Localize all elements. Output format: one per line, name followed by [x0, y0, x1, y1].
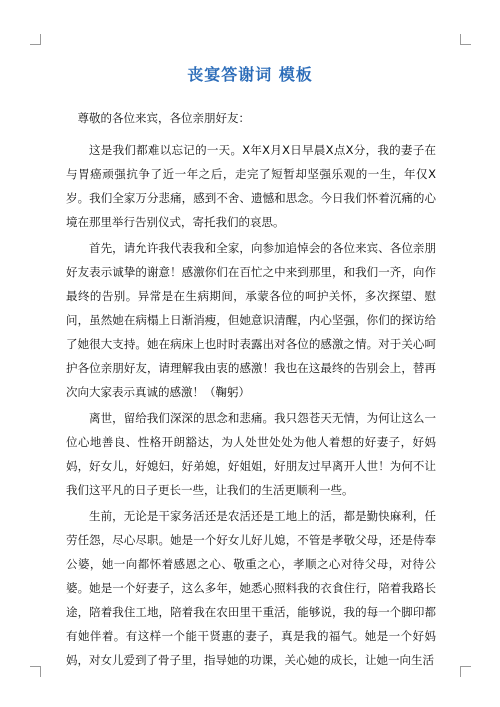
crop-mark-bottom-right: [460, 666, 471, 677]
document-title: 丧宴答谢词 模板: [187, 65, 313, 84]
greeting-line: 尊敬的各位来宾，各位亲朋好友：: [77, 111, 250, 125]
paragraph-3: 离世，留给我们深深的思念和悲痛。我只怨苍天无情，为何让这么一位心地善良、性格开朗豁达，为人处世处处为他人着想的好妻子，好妈妈，好女儿，好媳妇，好弟媳，好姐姐，好朋友过早离开人世！为何不让我们这平凡的日子更长一些，让我们的生活更顺利一些。: [66, 411, 436, 497]
crop-mark-top-right: [460, 34, 471, 45]
crop-mark-top-left: [30, 34, 41, 45]
document-body: [66, 106, 436, 702]
crop-mark-bottom-left: [30, 666, 41, 677]
paragraph-4: 生前，无论是干家务活还是农活还是工地上的活，都是勤快麻利，任劳任怨，尽心尽职。她是一个好女儿好儿媳，不管是孝敬父母，还是侍奉公婆，她一向都怀着感恩之心、敬重之心，孝顺之心对待父母，对待公婆。她是一个好妻子，这么多年，她悉心照料我的衣食住行，陪着我路长途，陪着我住工地，陪着我在农田里干重活，能够说，我的每一个脚印都有她伴着。有这样一个能干贤惠的妻子，真是我的福气。她是一个好妈妈，对女儿爱到了骨子里，指导她的功课，关心她的成长，让她一向生活: [66, 509, 436, 667]
paragraph-2: 首先，请允许我代表我和全家，向参加追悼会的各位来宾、各位亲朋好友表示诚挚的谢意！感激你们在百忙之中来到那里，和我们一齐，向作最终的告别。异常是在生病期间，承蒙各位的呵护关怀，多次探望、慰问，虽然她在病榻上日渐消瘦，但她意识清醒，内心坚强，你们的探访给了她很大支持。她在病床上也时时表露出对各位的感激之情。对于关心呵护各位亲朋好友，请理解我由衷的感激！我也在这最终的告别会上，替再次向大家表示真诚的感激！（鞠躬）: [66, 241, 436, 399]
paragraph-1: 这是我们都难以忘记的一天。X年X月X日早晨X点X分，我的妻子在与胃癌顽强抗争了近一年之后，走完了短暂却坚强乐观的一生，年仅X岁。我们全家万分悲痛，感到不舍、遗憾和思念。今日我们怀着沉痛的心境在那里举行告别仪式，寄托我们的哀思。: [66, 143, 436, 229]
